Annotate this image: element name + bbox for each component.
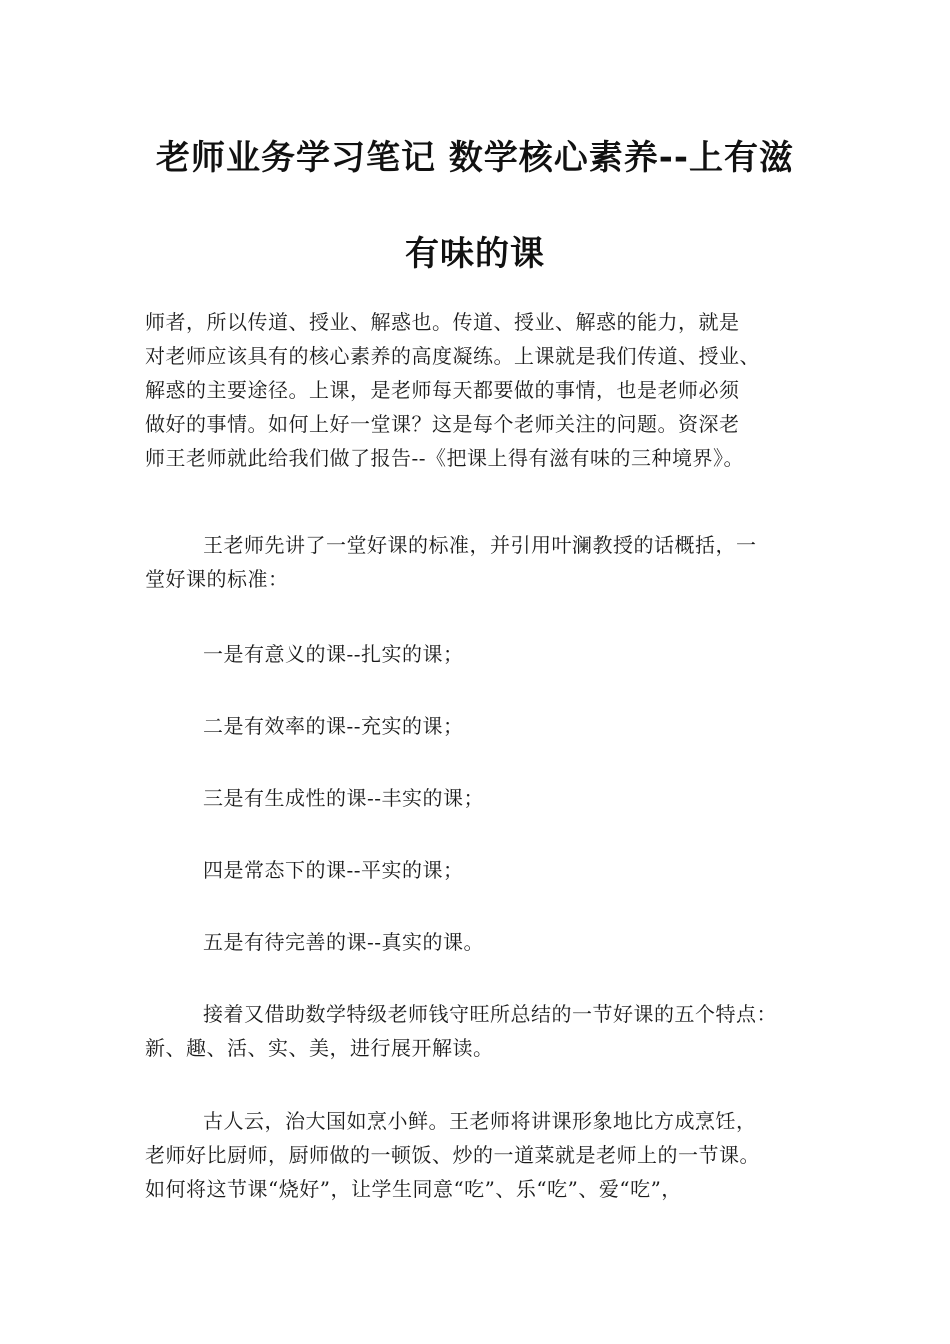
analogy-line: 古人云，治大国如烹小鲜。王老师将讲课形象地比方成烹饪，	[203, 1109, 757, 1133]
features-line: 新、趣、活、实、美，进行展开解读。	[145, 1036, 494, 1060]
criterion-1	[145, 637, 825, 671]
standard-line: 堂好课的标准：	[145, 567, 289, 591]
criterion-text: 二是有效率的课--充实的课；	[203, 714, 464, 738]
document-title-line-1: 老师业务学习笔记 数学核心素养--上有滋	[155, 138, 795, 178]
intro-line: 师王老师就此给我们做了报告--《把课上得有滋有味的三种境界》。	[145, 446, 745, 470]
criterion-3	[145, 781, 825, 815]
analogy-line: 如何将这节课“烧好”，让学生同意“吃”、乐“吃”、爱“吃”，	[145, 1177, 682, 1201]
intro-line: 做好的事情。如何上好一堂课？这是每个老师关注的问题。资深老	[145, 412, 740, 436]
intro-line: 解惑的主要途径。上课，是老师每天都要做的事情，也是老师必须	[145, 378, 740, 402]
document-title-line-2: 有味的课	[405, 234, 545, 274]
standard-paragraph	[145, 528, 825, 596]
intro-line: 对老师应该具有的核心素养的高度凝练。上课就是我们传道、授业、	[145, 344, 760, 368]
analogy-line: 老师好比厨师，厨师做的一顿饭、炒的一道菜就是老师上的一节课。	[145, 1143, 760, 1167]
criterion-text: 五是有待完善的课--真实的课。	[203, 930, 485, 954]
criterion-4	[145, 853, 825, 887]
criterion-5	[145, 925, 825, 959]
intro-paragraph	[145, 305, 825, 475]
standard-line: 王老师先讲了一堂好课的标准，并引用叶澜教授的话概括，一	[203, 533, 757, 557]
criterion-text: 一是有意义的课--扎实的课；	[203, 642, 464, 666]
features-line: 接着又借助数学特级老师钱守旺所总结的一节好课的五个特点：	[203, 1002, 777, 1026]
intro-line: 师者，所以传道、授业、解惑也。传道、授业、解惑的能力，就是	[145, 310, 740, 334]
criterion-2	[145, 709, 825, 743]
features-paragraph	[145, 997, 825, 1065]
analogy-paragraph	[145, 1104, 825, 1206]
criterion-text: 四是常态下的课--平实的课；	[203, 858, 464, 882]
criterion-text: 三是有生成性的课--丰实的课；	[203, 786, 485, 810]
